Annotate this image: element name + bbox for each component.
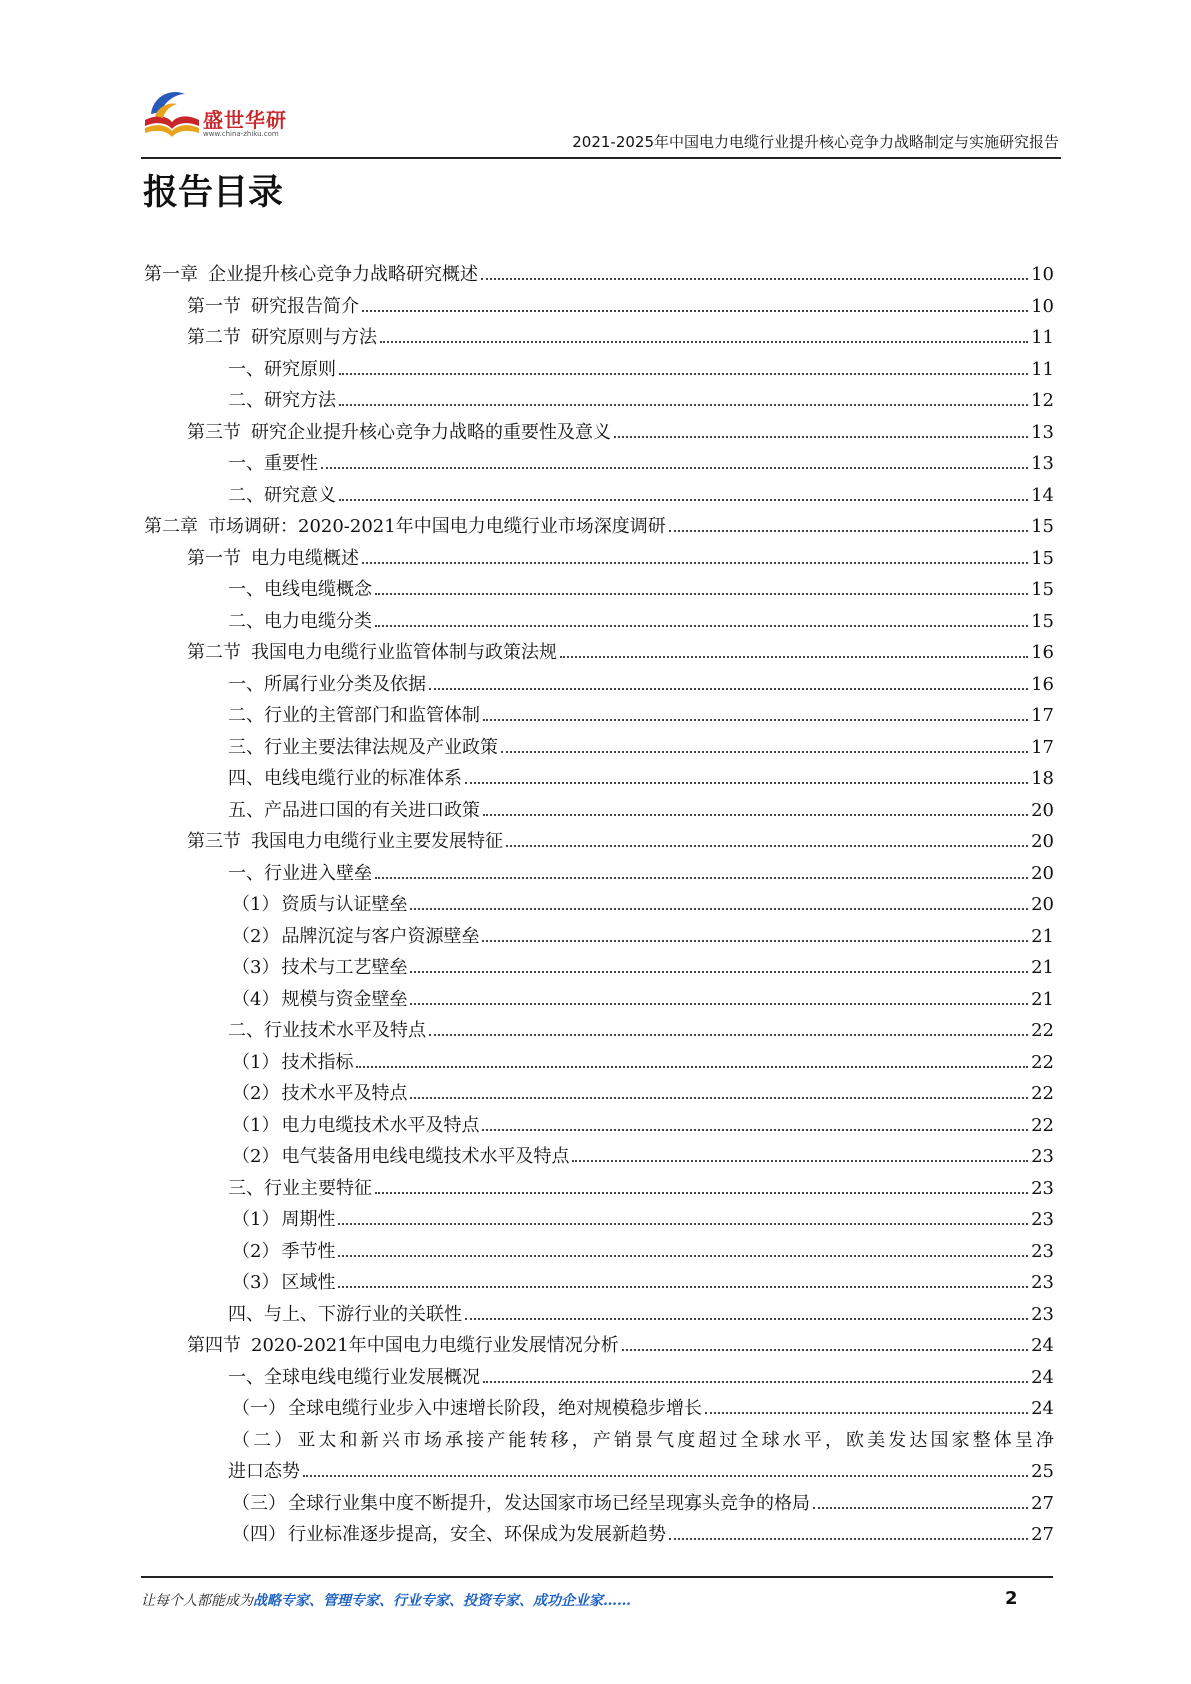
toc-leader <box>303 1475 1028 1477</box>
toc-text: 二、行业的主管部门和监管体制 <box>228 705 480 726</box>
toc-entry[interactable] <box>144 670 1054 702</box>
toc-entry[interactable] <box>144 355 1054 387</box>
toc-leader <box>338 1255 1028 1257</box>
toc-leader <box>813 1507 1028 1509</box>
toc-number: （1） <box>232 894 280 915</box>
toc-leader <box>482 1129 1028 1131</box>
toc-entry[interactable] <box>144 733 1054 765</box>
toc-number: 第二节 <box>187 642 241 663</box>
header-divider <box>141 157 1061 159</box>
toc-entry[interactable] <box>144 985 1054 1017</box>
toc-text: 四、电线电缆行业的标准体系 <box>228 768 462 789</box>
toc-leader <box>506 845 1028 847</box>
toc-page: 23 <box>1031 1240 1054 1262</box>
toc-page: 10 <box>1031 295 1054 317</box>
toc-text: 一、电线电缆概念 <box>228 579 372 600</box>
toc-text: 电力电缆技术水平及特点 <box>281 1114 480 1136</box>
toc-text: 二、研究意义 <box>228 484 336 506</box>
page-number: 2 <box>1005 1588 1018 1609</box>
toc-text: 一、所属行业分类及依据 <box>228 673 426 695</box>
toc-text: 一、行业进入壁垒 <box>228 862 372 884</box>
toc-page: 27 <box>1031 1492 1054 1514</box>
toc-entry[interactable] <box>144 1331 1054 1363</box>
toc-number: （三） <box>232 1492 286 1514</box>
toc-text: 亚太和新兴市场承接产能转移，产销景气度超过全球水平，欧美发达国家整体呈净 <box>297 1429 1055 1451</box>
toc-page: 13 <box>1031 453 1054 474</box>
toc-page: 27 <box>1031 1524 1054 1545</box>
toc-leader <box>338 1286 1028 1288</box>
toc-text: 二、研究方法 <box>228 390 336 411</box>
toc-leader <box>483 814 1028 816</box>
footer-divider <box>141 1576 1053 1578</box>
toc-entry[interactable] <box>144 607 1054 639</box>
toc-leader <box>410 908 1028 910</box>
toc-text: 企业提升核心竞争力战略研究概述 <box>208 264 478 285</box>
toc-entry[interactable] <box>144 922 1054 954</box>
toc-page: 23 <box>1031 1209 1054 1230</box>
toc-text: 技术与工艺壁垒 <box>281 957 408 978</box>
toc-number: 第二章 <box>144 516 198 537</box>
toc-leader <box>362 562 1028 564</box>
toc-text: 行业标准逐步提高，安全、环保成为发展新趋势 <box>288 1524 666 1545</box>
toc-page: 24 <box>1031 1366 1054 1388</box>
toc-page: 12 <box>1031 390 1054 411</box>
toc-text: 五、产品进口国的有关进口政策 <box>228 799 480 821</box>
toc-number: 第一节 <box>187 295 241 317</box>
toc-leader <box>321 467 1028 469</box>
page-header <box>141 82 1061 160</box>
footer-slogan-prefix: 让每个人都能成为 <box>141 1593 253 1609</box>
toc-number: （2） <box>232 925 280 947</box>
toc-leader <box>614 436 1028 438</box>
toc-page: 24 <box>1031 1335 1054 1356</box>
toc-entry[interactable] <box>144 764 1054 796</box>
toc-page: 23 <box>1031 1146 1054 1167</box>
company-logo <box>141 82 311 146</box>
toc-entry[interactable] <box>144 859 1054 891</box>
toc-leader <box>410 1003 1028 1005</box>
table-of-contents <box>144 260 1054 1552</box>
toc-text: 技术指标 <box>281 1051 354 1073</box>
toc-entry[interactable] <box>144 1174 1054 1206</box>
toc-entry-continued[interactable] <box>144 1457 1054 1489</box>
toc-page: 15 <box>1031 516 1054 537</box>
toc-leader <box>356 1066 1028 1068</box>
toc-number: （2） <box>232 1146 280 1167</box>
toc-entry[interactable] <box>144 1142 1054 1174</box>
toc-page: 15 <box>1031 610 1054 632</box>
toc-leader <box>465 782 1028 784</box>
toc-page: 23 <box>1031 1177 1054 1199</box>
toc-page: 23 <box>1031 1272 1054 1293</box>
toc-text: 全球行业集中度不断提升，发达国家市场已经呈现寡头竞争的格局 <box>288 1492 810 1514</box>
toc-number: 第三节 <box>187 831 241 852</box>
toc-leader <box>362 310 1028 312</box>
toc-leader <box>339 404 1028 406</box>
toc-page: 15 <box>1031 547 1054 569</box>
toc-text: 品牌沉淀与客户资源壁垒 <box>281 925 480 947</box>
toc-text: 研究报告简介 <box>251 295 359 317</box>
toc-text: 技术水平及特点 <box>281 1083 408 1104</box>
toc-page: 10 <box>1031 264 1054 285</box>
toc-number: （3） <box>232 957 280 978</box>
toc-entry[interactable] <box>144 827 1054 859</box>
logo-text: 盛世华研 <box>203 108 287 132</box>
toc-entry[interactable] <box>144 701 1054 733</box>
toc-number: （1） <box>232 1114 280 1136</box>
page-heading: 报告目录 <box>143 173 284 213</box>
toc-text: 电气装备用电线电缆技术水平及特点 <box>281 1146 570 1167</box>
footer-slogan-highlight: 战略专家、管理专家、行业专家、投资专家、成功企业家…… <box>253 1593 631 1609</box>
toc-page: 14 <box>1031 484 1054 506</box>
toc-page: 24 <box>1031 1398 1054 1419</box>
toc-entry[interactable] <box>144 1205 1054 1237</box>
logo-url: www.china-zhiku.com <box>203 130 279 138</box>
toc-page: 11 <box>1031 327 1054 348</box>
toc-number: 第一节 <box>187 547 241 569</box>
toc-leader <box>669 1538 1028 1540</box>
toc-page: 18 <box>1031 768 1054 789</box>
toc-entry[interactable] <box>144 1520 1054 1552</box>
toc-text: 三、行业主要法律法规及产业政策 <box>228 736 498 758</box>
toc-text: 2020-2021年中国电力电缆行业发展情况分析 <box>251 1335 619 1356</box>
toc-page: 22 <box>1031 1083 1054 1104</box>
toc-entry[interactable] <box>144 1016 1054 1048</box>
toc-page: 13 <box>1031 421 1054 443</box>
toc-entry[interactable] <box>144 1363 1054 1395</box>
toc-entry[interactable] <box>144 544 1054 576</box>
toc-page: 23 <box>1031 1303 1054 1325</box>
toc-number: 第三节 <box>187 421 241 443</box>
toc-text: 二、电力电缆分类 <box>228 610 372 632</box>
toc-leader <box>375 625 1028 627</box>
toc-page: 15 <box>1031 579 1054 600</box>
toc-entry[interactable] <box>144 1237 1054 1269</box>
toc-leader <box>338 1223 1028 1225</box>
toc-text: 市场调研：2020-2021年中国电力电缆行业市场深度调研 <box>208 516 666 537</box>
toc-leader <box>429 1034 1028 1036</box>
toc-leader <box>483 719 1028 721</box>
toc-text: 我国电力电缆行业主要发展特征 <box>251 831 503 852</box>
toc-page: 22 <box>1031 1020 1054 1041</box>
toc-number: （二） <box>232 1429 296 1451</box>
toc-entry[interactable] <box>144 418 1054 450</box>
toc-entry[interactable] <box>144 449 1054 481</box>
toc-number: （4） <box>232 988 280 1010</box>
toc-page: 11 <box>1031 358 1054 380</box>
toc-text: 电力电缆概述 <box>251 547 359 569</box>
toc-text: 一、研究原则 <box>228 358 336 380</box>
toc-entry[interactable] <box>144 1079 1054 1111</box>
toc-leader <box>705 1412 1028 1414</box>
toc-number: （四） <box>232 1524 286 1545</box>
toc-leader <box>410 971 1028 973</box>
toc-text: 季节性 <box>281 1240 336 1262</box>
toc-entry[interactable] <box>144 1268 1054 1300</box>
toc-page: 16 <box>1031 673 1054 695</box>
toc-page: 20 <box>1031 831 1054 852</box>
toc-text: 我国电力电缆行业监管体制与政策法规 <box>251 642 557 663</box>
toc-text: 资质与认证壁垒 <box>281 894 408 915</box>
toc-leader <box>482 940 1028 942</box>
toc-leader <box>572 1160 1028 1162</box>
toc-entry[interactable] <box>144 638 1054 670</box>
toc-entry[interactable] <box>144 575 1054 607</box>
footer-slogan <box>141 1590 631 1610</box>
toc-number: 第四节 <box>187 1335 241 1356</box>
toc-leader <box>483 1381 1028 1383</box>
toc-text: 一、重要性 <box>228 453 318 474</box>
toc-number: （一） <box>232 1398 286 1419</box>
toc-text-continued: 进口态势 <box>228 1461 300 1482</box>
toc-entry[interactable] <box>144 1489 1054 1521</box>
toc-entry[interactable] <box>144 1111 1054 1143</box>
toc-text: 规模与资金壁垒 <box>281 988 408 1010</box>
toc-entry[interactable] <box>144 1048 1054 1080</box>
toc-page: 17 <box>1031 736 1054 758</box>
toc-page: 21 <box>1031 925 1054 947</box>
toc-entry[interactable] <box>144 323 1054 355</box>
toc-entry[interactable] <box>144 481 1054 513</box>
toc-page: 21 <box>1031 957 1054 978</box>
toc-page: 20 <box>1031 799 1054 821</box>
toc-text: 一、全球电线电缆行业发展概况 <box>228 1366 480 1388</box>
toc-entry[interactable] <box>144 1300 1054 1332</box>
toc-leader <box>339 373 1028 375</box>
toc-page: 17 <box>1031 705 1054 726</box>
toc-entry[interactable] <box>144 890 1054 922</box>
toc-page: 20 <box>1031 862 1054 884</box>
toc-number: （3） <box>232 1272 280 1293</box>
toc-leader <box>339 499 1028 501</box>
toc-page: 21 <box>1031 988 1054 1010</box>
toc-leader <box>560 656 1028 658</box>
toc-leader <box>375 1192 1028 1194</box>
toc-leader <box>410 1097 1028 1099</box>
toc-text: 三、行业主要特征 <box>228 1177 372 1199</box>
toc-entry[interactable] <box>144 953 1054 985</box>
toc-number: （2） <box>232 1083 280 1104</box>
toc-number: （1） <box>232 1209 280 1230</box>
toc-page: 20 <box>1031 894 1054 915</box>
toc-leader <box>481 278 1028 280</box>
toc-leader <box>429 688 1028 690</box>
toc-leader <box>375 877 1028 879</box>
book-logo-icon <box>141 86 203 142</box>
toc-page: 25 <box>1031 1461 1054 1482</box>
toc-leader <box>465 1318 1028 1320</box>
toc-leader <box>622 1349 1028 1351</box>
toc-entry[interactable] <box>144 1426 1054 1458</box>
toc-entry[interactable] <box>144 260 1054 292</box>
toc-number: 第二节 <box>187 327 241 348</box>
toc-text: 二、行业技术水平及特点 <box>228 1020 426 1041</box>
toc-leader <box>669 530 1028 532</box>
toc-leader <box>380 341 1028 343</box>
toc-text: 区域性 <box>281 1272 336 1293</box>
toc-text: 研究企业提升核心竞争力战略的重要性及意义 <box>251 421 611 443</box>
toc-page: 16 <box>1031 642 1054 663</box>
toc-leader <box>501 751 1028 753</box>
toc-text: 周期性 <box>281 1209 336 1230</box>
toc-leader <box>375 593 1028 595</box>
toc-entry[interactable] <box>144 1394 1054 1426</box>
toc-text: 全球电缆行业步入中速增长阶段，绝对规模稳步增长 <box>288 1398 702 1419</box>
toc-number: （2） <box>232 1240 280 1262</box>
toc-entry[interactable] <box>144 386 1054 418</box>
toc-text: 四、与上、下游行业的关联性 <box>228 1303 462 1325</box>
toc-number: 第一章 <box>144 264 198 285</box>
toc-page: 22 <box>1031 1051 1054 1073</box>
toc-page: 22 <box>1031 1114 1054 1136</box>
toc-entry[interactable] <box>144 512 1054 544</box>
toc-text: 研究原则与方法 <box>251 327 377 348</box>
document-title: 2021-2025年中国电力电缆行业提升核心竞争力战略制定与实施研究报告 <box>572 133 1059 151</box>
toc-entry[interactable] <box>144 796 1054 828</box>
toc-entry[interactable] <box>144 292 1054 324</box>
toc-number: （1） <box>232 1051 280 1073</box>
